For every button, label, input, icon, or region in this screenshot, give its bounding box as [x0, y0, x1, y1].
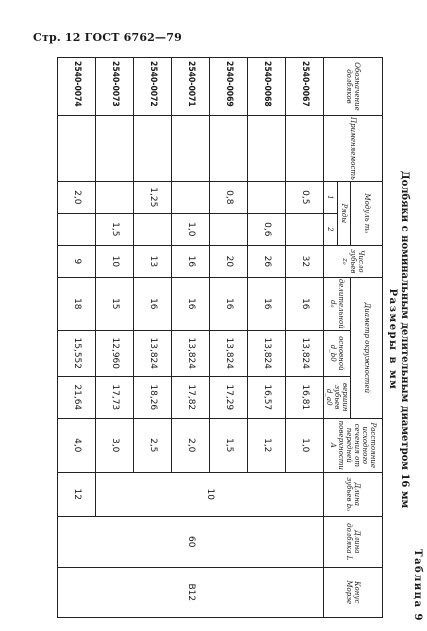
cell-module-series-2: 0,6: [247, 213, 285, 245]
cell-module-series-2: [285, 213, 323, 245]
col-series-1: 1: [323, 181, 337, 213]
cell-distance: 4,0: [57, 418, 95, 472]
cell-applicability: [247, 116, 285, 182]
cell-tip-diameter: 17,73: [95, 376, 133, 418]
cell-module-series-1: 2,0: [57, 181, 95, 213]
cell-teeth: 32: [285, 245, 323, 277]
cell-tooth-length-last: 12: [57, 472, 95, 516]
cell-distance: 2,5: [133, 418, 171, 472]
table-number: Таблица 9: [412, 549, 423, 622]
cell-tooth-length-merged: 10: [95, 472, 323, 516]
cell-module-series-1: 1,25: [133, 181, 171, 213]
cell-teeth: 16: [171, 245, 209, 277]
specifications-table: [57, 57, 383, 618]
cell-designation: 2540-0072: [133, 58, 171, 116]
cell-tip-diameter: 17,82: [171, 376, 209, 418]
cell-module-series-1: 0,8: [209, 181, 247, 213]
cell-distance: 1,2: [247, 418, 285, 472]
col-tip-diameter: вершин зубьев d_a0: [323, 376, 350, 418]
cell-applicability: [209, 116, 247, 182]
cell-pitch-diameter: 16: [133, 277, 171, 330]
col-applicability: Применяемость: [323, 116, 382, 182]
cell-teeth: 26: [247, 245, 285, 277]
cell-distance: 2,0: [171, 418, 209, 472]
cell-module-series-1: [247, 181, 285, 213]
col-designation: Обозначение долбяков: [323, 58, 382, 116]
cell-tip-diameter: 16,81: [285, 376, 323, 418]
col-series-2: 2: [323, 213, 337, 245]
cell-tip-diameter: 21,64: [57, 376, 95, 418]
cell-module-series-2: 1,0: [171, 213, 209, 245]
table-row: [285, 58, 323, 618]
col-tooth-length: Длина зубьев b₀: [323, 472, 382, 516]
cell-base-diameter: 13,824: [247, 330, 285, 376]
cell-applicability: [133, 116, 171, 182]
cell-designation: 2540-0073: [95, 58, 133, 116]
table-title: Долбяки с номинальным делительным диаметром 16 мм: [399, 170, 410, 509]
cell-applicability: [95, 116, 133, 182]
cell-teeth: 10: [95, 245, 133, 277]
cell-base-diameter: 13,824: [209, 330, 247, 376]
page-header: Стр. 12 ГОСТ 6762—79: [33, 31, 182, 44]
cell-designation: 2540-0071: [171, 58, 209, 116]
cell-cutter-length-merged: 60: [57, 516, 323, 567]
col-teeth: Число зубьев z₀: [323, 245, 382, 277]
cell-tip-diameter: 17,29: [209, 376, 247, 418]
cell-base-diameter: 12,960: [95, 330, 133, 376]
col-series: Ряды: [338, 181, 351, 245]
cell-designation: 2540-0068: [247, 58, 285, 116]
col-module: Модуль m₀: [351, 181, 383, 245]
cell-module-series-1: [171, 181, 209, 213]
cell-module-series-2: 1,5: [95, 213, 133, 245]
cell-pitch-diameter: 16: [285, 277, 323, 330]
cell-distance: 1,0: [285, 418, 323, 472]
cell-teeth: 13: [133, 245, 171, 277]
cell-module-series-2: [133, 213, 171, 245]
col-morse: Конус Морзе: [323, 567, 382, 617]
cell-pitch-diameter: 18: [57, 277, 95, 330]
col-pitch-diameter: делительной d₀: [323, 277, 350, 330]
cell-distance: 3,0: [95, 418, 133, 472]
cell-designation: 2540-0074: [57, 58, 95, 116]
cell-module-series-1: [95, 181, 133, 213]
rotated-table-block: [26, 57, 423, 622]
col-cutter-length: Длина долбяка L: [323, 516, 382, 567]
cell-applicability: [171, 116, 209, 182]
cell-tip-diameter: 18,26: [133, 376, 171, 418]
cell-base-diameter: 13,824: [285, 330, 323, 376]
cell-applicability: [285, 116, 323, 182]
col-base-diameter: основной d_b0: [323, 330, 350, 376]
cell-designation: 2540-0069: [209, 58, 247, 116]
col-distance: Расстояние исходного сечения от передней поверхности A: [323, 418, 382, 472]
cell-teeth: 20: [209, 245, 247, 277]
cell-applicability: [57, 116, 95, 182]
cell-pitch-diameter: 15: [95, 277, 133, 330]
cell-base-diameter: 13,824: [133, 330, 171, 376]
cell-distance: 1,5: [209, 418, 247, 472]
cell-module-series-2: [57, 213, 95, 245]
cell-base-diameter: 13,824: [171, 330, 209, 376]
cell-base-diameter: 15,552: [57, 330, 95, 376]
cell-module-series-1: 0,5: [285, 181, 323, 213]
cell-morse-merged: В12: [57, 567, 323, 617]
cell-pitch-diameter: 16: [209, 277, 247, 330]
cell-designation: 2540-0067: [285, 58, 323, 116]
cell-module-series-2: [209, 213, 247, 245]
cell-teeth: 9: [57, 245, 95, 277]
cell-tip-diameter: 16,57: [247, 376, 285, 418]
table-subtitle: Размеры в мм: [387, 288, 398, 391]
cell-pitch-diameter: 16: [247, 277, 285, 330]
col-diameters: Диаметр окружностей: [351, 277, 383, 418]
cell-pitch-diameter: 16: [171, 277, 209, 330]
